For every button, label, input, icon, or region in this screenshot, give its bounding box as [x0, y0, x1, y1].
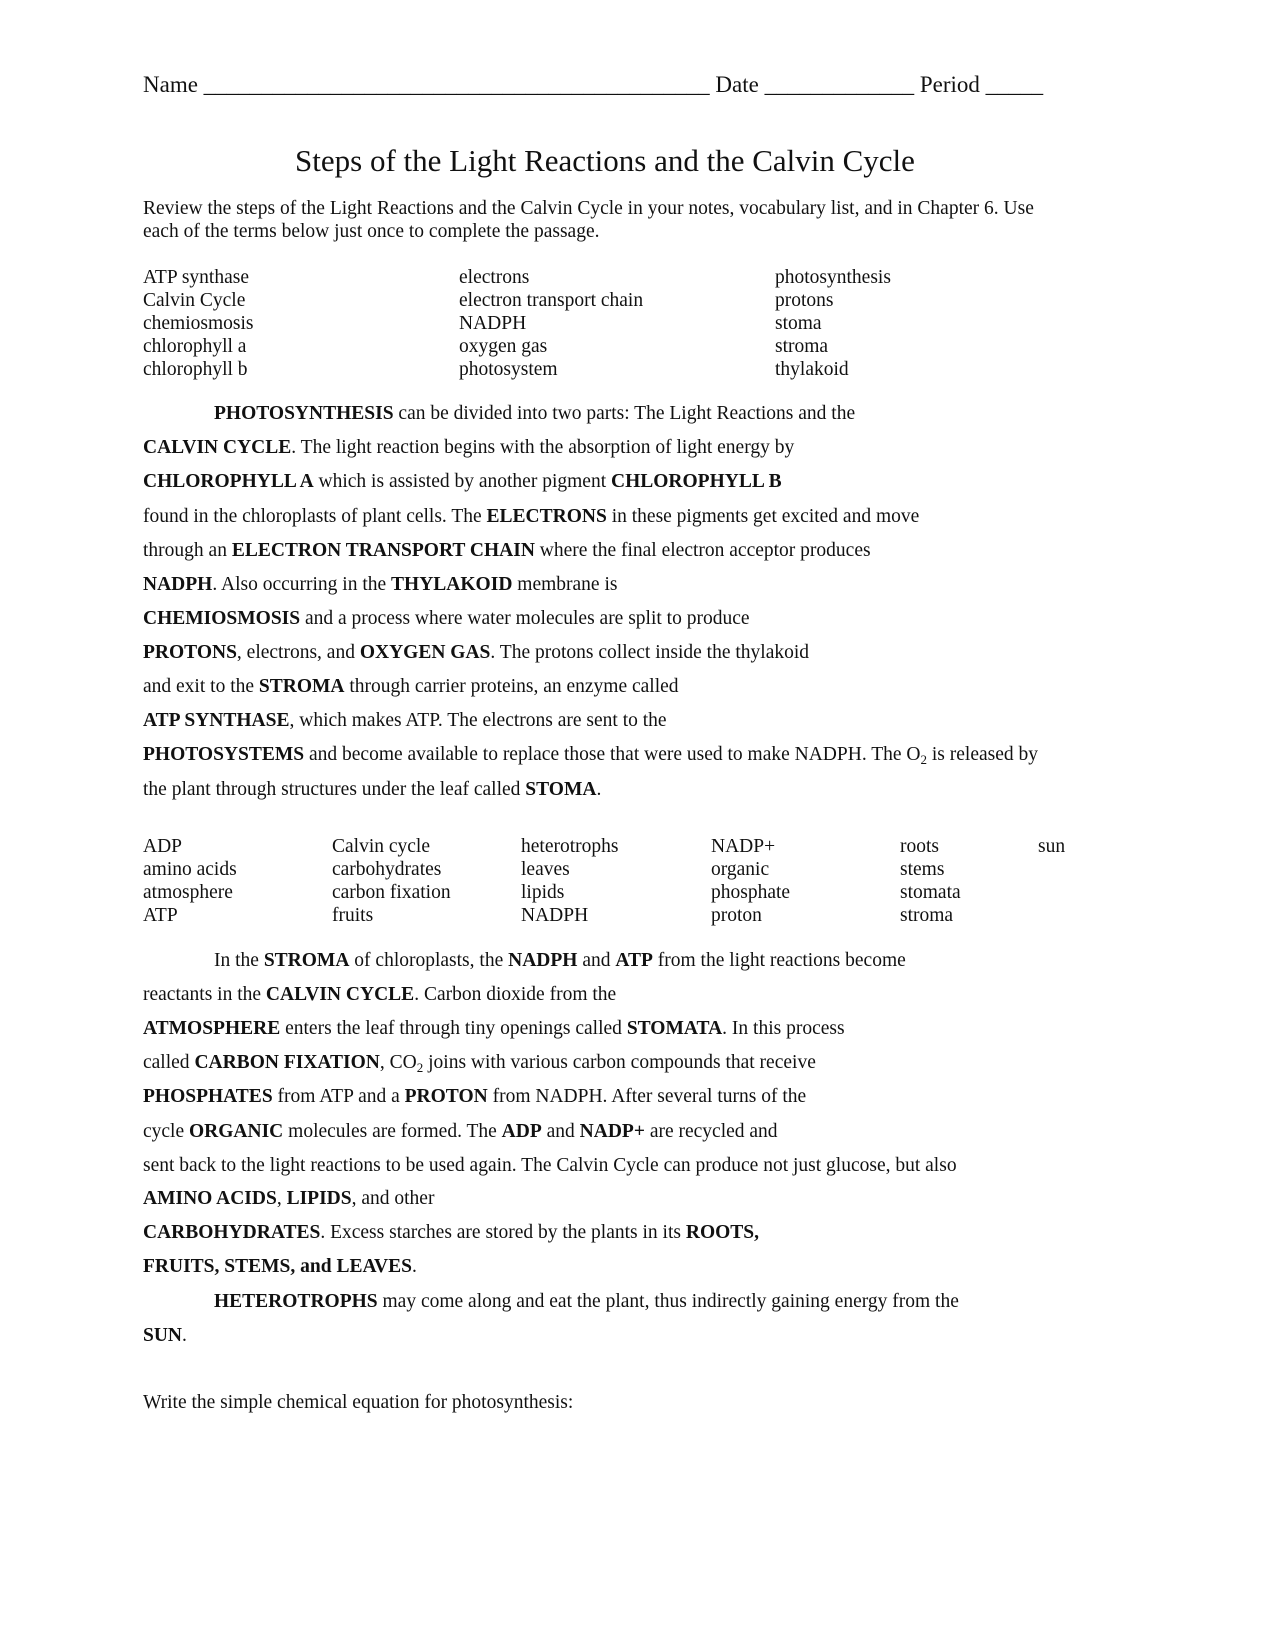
- word-bank-term: NADPH: [521, 905, 589, 926]
- answer-term: STOMA: [525, 779, 597, 800]
- passage-text: and a process where water molecules are split to produce: [300, 608, 750, 629]
- word-bank-term: oxygen gas: [459, 336, 548, 357]
- answer-term: ELECTRONS: [486, 506, 607, 527]
- passage-text: . The light reaction begins with the absorption of light energy by: [291, 437, 795, 458]
- answer-term: STOMATA: [626, 1018, 723, 1039]
- answer-term: ATMOSPHERE: [143, 1018, 281, 1039]
- word-bank-2-col-5: [900, 835, 961, 927]
- passage-text: and: [541, 1121, 580, 1142]
- word-bank-1-col-1: [143, 266, 254, 381]
- word-bank-term: chemiosmosis: [143, 313, 254, 334]
- passage-1-line: [143, 743, 1038, 766]
- passage-text: .: [596, 779, 602, 800]
- passage-text: can be divided into two parts: The Light Reactions and the: [393, 403, 856, 424]
- passage-2-line: [143, 983, 616, 1006]
- period-label: Period: [919, 72, 980, 97]
- answer-term: CALVIN CYCLE: [265, 984, 415, 1005]
- answer-term: NADP+: [579, 1121, 645, 1142]
- word-bank-term: NADPH: [459, 313, 527, 334]
- word-bank-term: heterotrophs: [521, 836, 619, 857]
- answer-term: NADPH: [143, 574, 213, 595]
- passage-text: through an: [143, 540, 232, 561]
- word-bank-term: NADP+: [711, 836, 776, 857]
- passage-1-line: [143, 607, 750, 630]
- word-bank-term: stomata: [900, 882, 961, 903]
- word-bank-term: electrons: [459, 267, 530, 288]
- answer-term: HETEROTROPHS: [214, 1291, 378, 1312]
- answer-term: OXYGEN GAS: [359, 642, 491, 663]
- word-bank-term: photosynthesis: [775, 267, 891, 288]
- word-bank-term: ATP: [143, 905, 178, 926]
- passage-1-line: [143, 778, 601, 801]
- passage-2-line: [214, 1290, 959, 1313]
- passage-2-line: [143, 1154, 957, 1177]
- answer-term: PHOTOSYNTHESIS: [214, 403, 394, 424]
- word-bank-2-col-2: [332, 835, 451, 927]
- answer-term: ORGANIC: [189, 1121, 284, 1142]
- passage-text: . The protons collect inside the thylakoid: [490, 642, 810, 663]
- word-bank-term: ADP: [143, 836, 183, 857]
- passage-text: . Carbon dioxide from the: [414, 984, 617, 1005]
- passage-text: and: [577, 950, 616, 971]
- intro-line-1: Review the steps of the Light Reactions and the Calvin Cycle in your notes, vocabulary list, and in Chapter 6. Use: [143, 198, 1034, 219]
- passage-1-line: [143, 470, 782, 493]
- word-bank-2-col-1: [143, 835, 237, 927]
- word-bank-2-col-6: [1038, 835, 1065, 858]
- passage-text: the plant through structures under the leaf called: [143, 779, 526, 800]
- passage-text: and become available to replace those that were used to make NADPH. The O: [304, 744, 921, 765]
- word-bank-term: carbohydrates: [332, 859, 442, 880]
- passage-text: called: [143, 1052, 195, 1073]
- answer-term: PROTONS: [143, 642, 237, 663]
- passage-2-line: [143, 1255, 417, 1278]
- passage-text: . Excess starches are stored by the plants in its: [320, 1222, 686, 1243]
- answer-term: THYLAKOID: [391, 574, 513, 595]
- passage-text: cycle: [143, 1121, 190, 1142]
- passage-text: which is assisted by another pigment: [313, 471, 611, 492]
- answer-term: CALVIN CYCLE: [143, 437, 292, 458]
- passage-text: found in the chloroplasts of plant cells. The: [143, 506, 487, 527]
- passage-text: In the: [214, 950, 264, 971]
- passage-text: membrane is: [512, 574, 618, 595]
- answer-term: PHOSPHATES: [143, 1086, 273, 1107]
- passage-text: molecules are formed. The: [283, 1121, 502, 1142]
- page-title: Steps of the Light Reactions and the Calvin Cycle: [295, 143, 915, 178]
- passage-text: may come along and eat the plant, thus indirectly gaining energy from the: [377, 1291, 959, 1312]
- word-bank-term: phosphate: [711, 882, 791, 903]
- word-bank-term: stroma: [775, 336, 829, 357]
- passage-text: joins with various carbon compounds that receive: [423, 1052, 816, 1073]
- word-bank-term: lipids: [521, 882, 565, 903]
- passage-2-line: [143, 1017, 845, 1040]
- passage-text: and exit to the: [143, 676, 259, 697]
- word-bank-term: Calvin Cycle: [143, 290, 246, 311]
- word-bank-term: stems: [900, 859, 945, 880]
- word-bank-term: leaves: [521, 859, 570, 880]
- passage-text: ,: [276, 1188, 287, 1209]
- answer-term: PROTON: [404, 1086, 488, 1107]
- subscript: 2: [920, 752, 927, 767]
- name-field[interactable]: ____________________________________________: [203, 72, 710, 97]
- passage-1-line: [143, 505, 919, 528]
- passage-text: enters the leaf through tiny openings called: [280, 1018, 627, 1039]
- passage-2-line: [143, 1221, 759, 1244]
- answer-term: CHLOROPHYLL B: [610, 471, 782, 492]
- word-bank-term: roots: [900, 836, 939, 857]
- passage-text: , which makes ATP. The electrons are sent to the: [289, 710, 667, 731]
- passage-text: is released by: [927, 744, 1039, 765]
- answer-term: FRUITS, STEMS, and LEAVES: [143, 1256, 412, 1277]
- passage-text: .: [411, 1256, 417, 1277]
- answer-term: NADPH: [508, 950, 578, 971]
- passage-2-line: [143, 1324, 187, 1347]
- word-bank-term: protons: [775, 290, 834, 311]
- answer-term: ROOTS,: [685, 1222, 760, 1243]
- equation-prompt: Write the simple chemical equation for photosynthesis:: [143, 1392, 574, 1413]
- passage-1-line: [143, 709, 667, 732]
- passage-2-line: [143, 1120, 778, 1143]
- word-bank-2-col-4: [711, 835, 790, 927]
- word-bank-term: stroma: [900, 905, 954, 926]
- passage-text: of chloroplasts, the: [349, 950, 509, 971]
- passage-1-line: [214, 402, 855, 425]
- answer-term: ATP: [615, 950, 653, 971]
- passage-text: , electrons, and: [236, 642, 360, 663]
- answer-term: STROMA: [258, 676, 345, 697]
- passage-text: , CO: [379, 1052, 417, 1073]
- word-bank-term: proton: [711, 905, 762, 926]
- passage-text: reactants in the: [143, 984, 266, 1005]
- word-bank-term: chlorophyll a: [143, 336, 247, 357]
- passage-2-line: [214, 949, 906, 972]
- date-field[interactable]: _____________: [764, 72, 915, 97]
- answer-term: ADP: [501, 1121, 542, 1142]
- word-bank-term: chlorophyll b: [143, 359, 248, 380]
- passage-text: from ATP and a: [272, 1086, 405, 1107]
- passage-1-line: [143, 539, 871, 562]
- period-field[interactable]: _____: [985, 72, 1044, 97]
- answer-term: CARBON FIXATION: [194, 1052, 380, 1073]
- passage-2-line: [143, 1187, 434, 1210]
- passage-1-line: [143, 641, 809, 664]
- date-label: Date: [715, 72, 759, 97]
- passage-text: from NADPH. After several turns of the: [487, 1086, 807, 1107]
- passage-text: are recycled and: [644, 1121, 778, 1142]
- word-bank-1-col-2: [459, 266, 643, 381]
- answer-term: SUN: [143, 1325, 183, 1346]
- word-bank-term: photosystem: [459, 359, 558, 380]
- word-bank-2-col-3: [521, 835, 618, 927]
- passage-text: from the light reactions become: [652, 950, 906, 971]
- answer-term: ELECTRON TRANSPORT CHAIN: [231, 540, 535, 561]
- header-row: [143, 72, 1043, 98]
- intro-line-2: each of the terms below just once to complete the passage.: [143, 221, 600, 242]
- passage-text: sent back to the light reactions to be used again. The Calvin Cycle can produce not just glucose, but also: [143, 1155, 957, 1176]
- answer-term: CHEMIOSMOSIS: [143, 608, 301, 629]
- answer-term: STROMA: [263, 950, 350, 971]
- passage-text: in these pigments get excited and move: [606, 506, 920, 527]
- passage-2-line: [143, 1085, 806, 1108]
- answer-term: PHOTOSYSTEMS: [143, 744, 305, 765]
- word-bank-term: stoma: [775, 313, 822, 334]
- passage-text: where the final electron acceptor produces: [534, 540, 871, 561]
- word-bank-term: organic: [711, 859, 770, 880]
- answer-term: LIPIDS: [286, 1188, 352, 1209]
- passage-text: , and other: [351, 1188, 435, 1209]
- word-bank-term: ATP synthase: [143, 267, 249, 288]
- answer-term: CHLOROPHYLL A: [143, 471, 314, 492]
- passage-text: through carrier proteins, an enzyme called: [344, 676, 679, 697]
- subscript: 2: [416, 1060, 424, 1075]
- passage-1-line: [143, 436, 794, 459]
- passage-text: .: [182, 1325, 187, 1346]
- passage-text: . In this process: [722, 1018, 845, 1039]
- passage-1-line: [143, 675, 679, 698]
- word-bank-term: thylakoid: [775, 359, 849, 380]
- answer-term: ATP SYNTHASE: [143, 710, 290, 731]
- passage-text: . Also occurring in the: [212, 574, 392, 595]
- word-bank-term: fruits: [332, 905, 374, 926]
- word-bank-1-col-3: [775, 266, 891, 381]
- name-label: Name: [143, 72, 198, 97]
- answer-term: CARBOHYDRATES: [143, 1222, 321, 1243]
- passage-1-line: [143, 573, 617, 596]
- word-bank-term: amino acids: [143, 859, 237, 880]
- word-bank-term: atmosphere: [143, 882, 233, 903]
- word-bank-term: carbon fixation: [332, 882, 451, 903]
- passage-2-line: [143, 1051, 816, 1074]
- word-bank-term: Calvin cycle: [332, 836, 431, 857]
- word-bank-term: sun: [1038, 836, 1066, 857]
- word-bank-term: electron transport chain: [459, 290, 644, 311]
- answer-term: AMINO ACIDS: [143, 1188, 277, 1209]
